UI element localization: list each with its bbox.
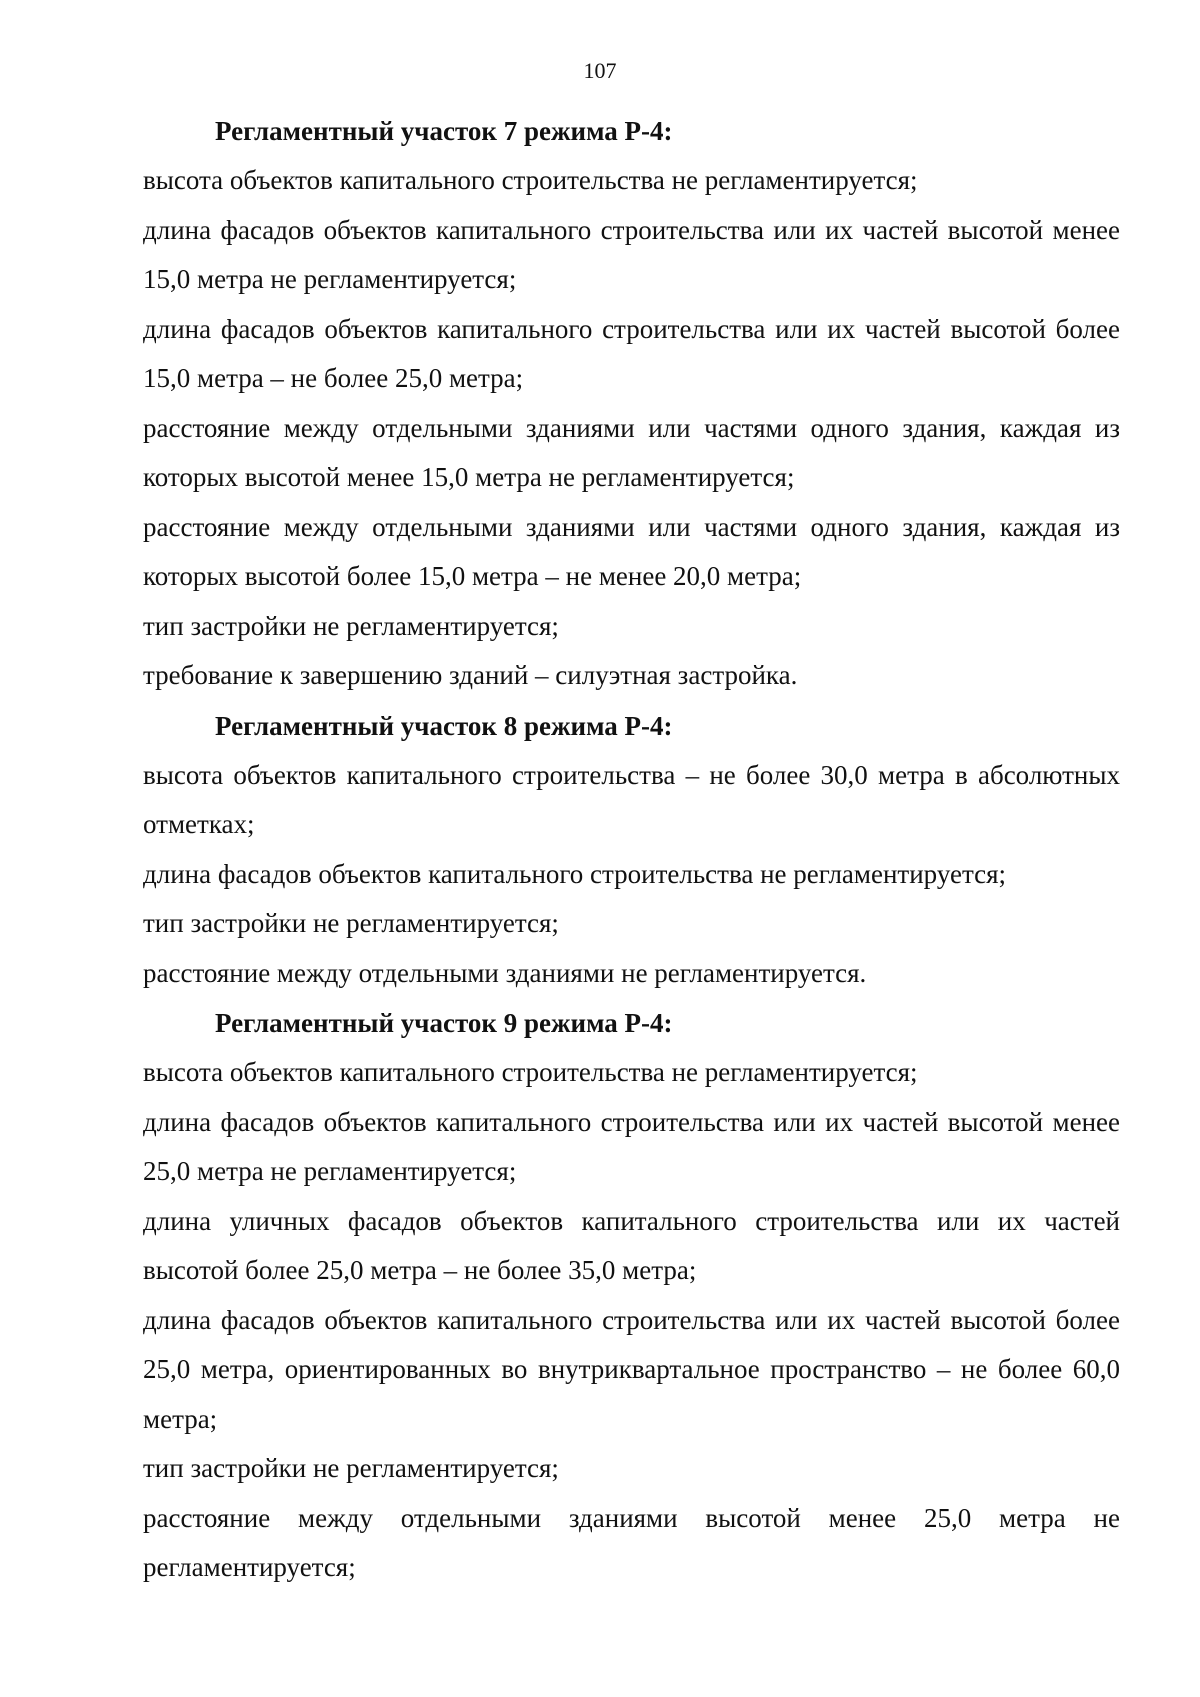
paragraph: высота объектов капитального строительства не регламентируется; <box>143 1057 918 1087</box>
paragraph: высота объектов капитального строительства не регламентируется; <box>143 165 918 195</box>
section-title: Регламентный участок 7 режима Р-4: <box>215 116 673 146</box>
document-body <box>143 106 1120 1593</box>
paragraph: расстояние между отдельными зданиями или частями одного здания, каждая из которых высотой более 15,0 метра – не менее 20,0 метра; <box>143 511 1120 591</box>
paragraph: длина фасадов объектов капитального строительства или их частей высотой менее 15,0 метра не регламентируется; <box>143 214 1120 294</box>
paragraph: длина фасадов объектов капитального строительства не регламентируется; <box>143 858 1006 889</box>
paragraph: длина фасадов объектов капитального строительства или их частей высотой более 25,0 метра, ориентированных во внутриквартальное пространство – не более 60,0 метра; <box>143 1304 1120 1434</box>
paragraph: расстояние между отдельными зданиями высотой менее 25,0 метра не регламентируется; <box>143 1502 1120 1582</box>
paragraph: расстояние между отдельными зданиями не регламентируется. <box>143 957 867 988</box>
paragraph: расстояние между отдельными зданиями или частями одного здания, каждая из которых высотой менее 15,0 метра не регламентируется; <box>143 412 1120 492</box>
paragraph: длина фасадов объектов капитального строительства или их частей высотой менее 25,0 метра не регламентируется; <box>143 1106 1120 1186</box>
section-title: Регламентный участок 9 режима Р-4: <box>215 1008 673 1038</box>
paragraph: тип застройки не регламентируется; <box>143 908 559 938</box>
section-plot-7 <box>143 106 1120 701</box>
paragraph: высота объектов капитального строительства – не более 30,0 метра в абсолютных отметках; <box>143 759 1120 839</box>
section-plot-8 <box>143 701 1120 999</box>
section-title: Регламентный участок 8 режима Р-4: <box>215 710 673 741</box>
paragraph: длина уличных фасадов объектов капитального строительства или их частей высотой более 25,0 метра – не более 35,0 метра; <box>143 1205 1120 1285</box>
page-number: 107 <box>583 58 617 83</box>
paragraph: тип застройки не регламентируется; <box>143 610 559 641</box>
paragraph: тип застройки не регламентируется; <box>143 1453 559 1483</box>
paragraph: требование к завершению зданий – силуэтная застройка. <box>143 660 798 690</box>
section-plot-9 <box>143 998 1120 1593</box>
paragraph: длина фасадов объектов капитального строительства или их частей высотой более 15,0 метра – не более 25,0 метра; <box>143 313 1120 393</box>
